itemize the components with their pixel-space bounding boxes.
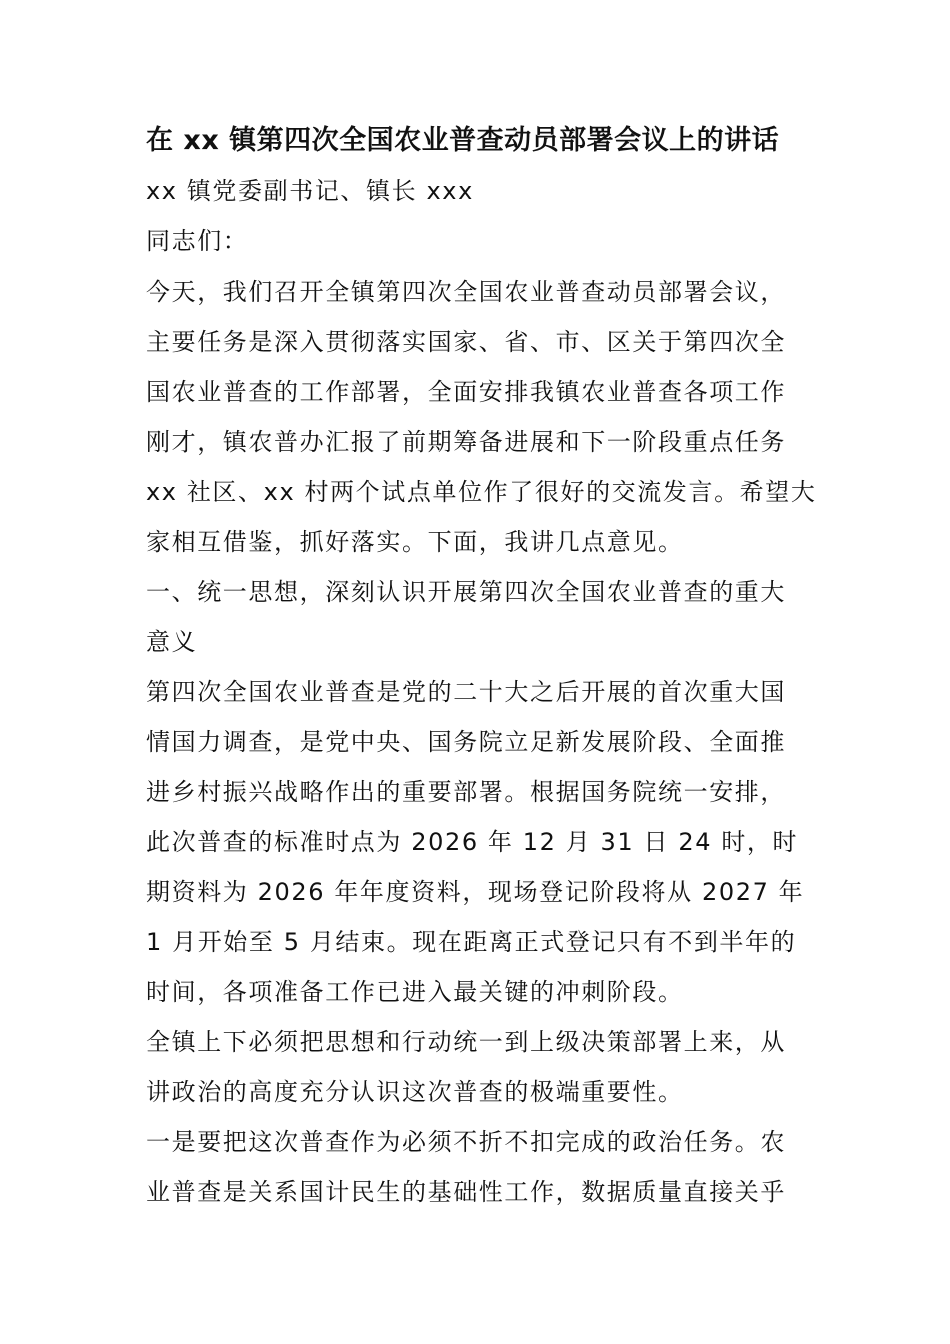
paragraph-line: 全镇上下必须把思想和行动统一到上级决策部署上来，从 bbox=[146, 1028, 786, 1056]
paragraph-line: 主要任务是深入贯彻落实国家、省、市、区关于第四次全 bbox=[146, 328, 786, 356]
paragraph-line: 此次普查的标准时点为 2026 年 12 月 31 日 24 时，时 bbox=[146, 828, 799, 856]
paragraph-line: 进乡村振兴战略作出的重要部署。根据国务院统一安排， bbox=[146, 778, 786, 806]
paragraph-line: 今天，我们召开全镇第四次全国农业普查动员部署会议， bbox=[146, 278, 786, 306]
document-byline: xx 镇党委副书记、镇长 xxx bbox=[146, 177, 474, 205]
paragraph-line: 1 月开始至 5 月结束。现在距离正式登记只有不到半年的 bbox=[146, 928, 797, 956]
paragraph-line: 一是要把这次普查作为必须不折不扣完成的政治任务。农 bbox=[146, 1128, 786, 1156]
paragraph-line: 家相互借鉴，抓好落实。下面，我讲几点意见。 bbox=[146, 528, 684, 556]
paragraph-line: 第四次全国农业普查是党的二十大之后开展的首次重大国 bbox=[146, 678, 786, 706]
paragraph-line: 刚才，镇农普办汇报了前期筹备进展和下一阶段重点任务 bbox=[146, 428, 786, 456]
section-heading-line: 意义 bbox=[146, 628, 198, 656]
salutation: 同志们： bbox=[146, 227, 249, 255]
paragraph-line: 时间，各项准备工作已进入最关键的冲刺阶段。 bbox=[146, 978, 684, 1006]
document-title: 在 xx 镇第四次全国农业普查动员部署会议上的讲话 bbox=[146, 125, 780, 156]
paragraph-line: 讲政治的高度充分认识这次普查的极端重要性。 bbox=[146, 1078, 684, 1106]
paragraph-line: 国农业普查的工作部署，全面安排我镇农业普查各项工作 bbox=[146, 378, 786, 406]
paragraph-line: 情国力调查，是党中央、国务院立足新发展阶段、全面推 bbox=[146, 728, 786, 756]
paragraph-line: xx 社区、xx 村两个试点单位作了很好的交流发言。希望大 bbox=[146, 478, 817, 506]
paragraph-line: 期资料为 2026 年年度资料，现场登记阶段将从 2027 年 bbox=[146, 878, 805, 906]
section-heading-line: 一、统一思想，深刻认识开展第四次全国农业普查的重大 bbox=[146, 578, 786, 606]
paragraph-line: 业普查是关系国计民生的基础性工作，数据质量直接关乎 bbox=[146, 1178, 786, 1206]
